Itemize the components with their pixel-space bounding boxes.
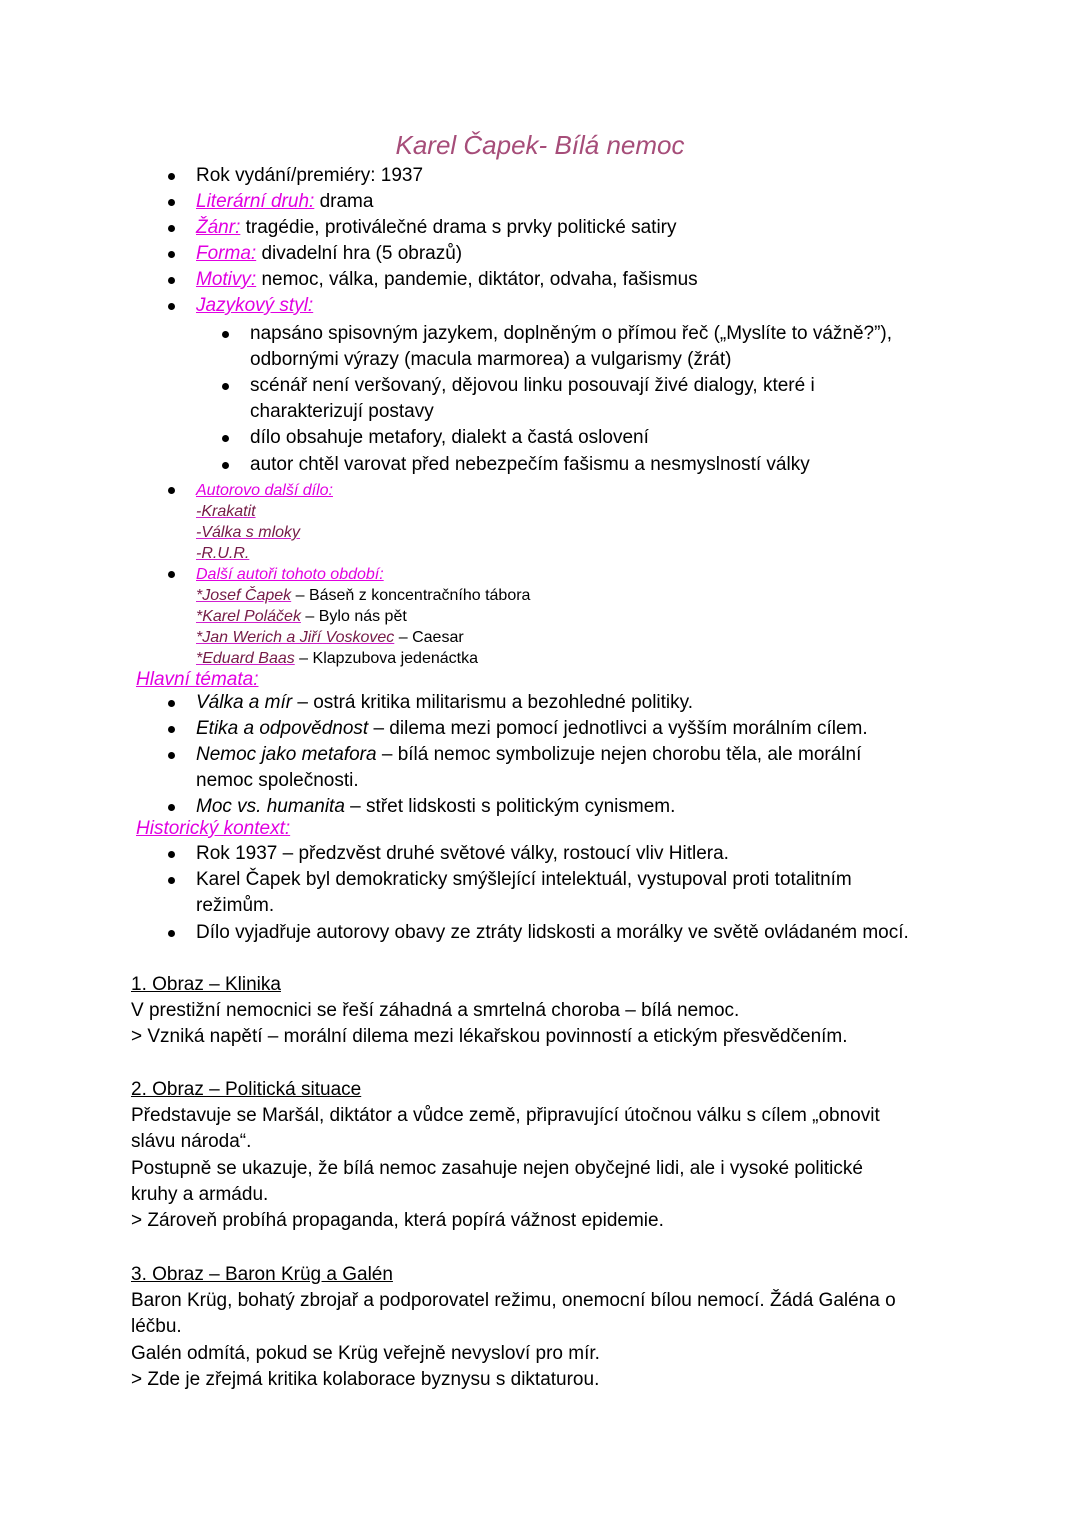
- obraz-3-line: Galén odmítá, pokud se Krüg veřejně nevysloví pro mír.: [131, 1343, 600, 1364]
- tema-term: Moc vs. humanita: [196, 796, 345, 817]
- autor-work: – Caesar: [394, 629, 464, 646]
- styl-item: dílo obsahuje metafory, dialekt a častá oslovení: [250, 427, 649, 448]
- tema-item: [196, 690, 693, 716]
- dalsi-dilo-label: Autorovo další dílo:: [196, 482, 333, 499]
- dilo-title: -R.U.R.: [196, 545, 250, 562]
- bullet-icon: [168, 303, 175, 310]
- tema-term: Válka a mír: [196, 692, 293, 713]
- tema-term: Etika a odpovědnost: [196, 718, 369, 739]
- kontext-item: Dílo vyjadřuje autorovy obavy ze ztráty lidskosti a morálky ve světě ovládaném mocí.: [196, 922, 909, 943]
- druh-label: Literární druh:: [196, 191, 315, 212]
- druh-value: drama: [314, 191, 374, 212]
- dilo-title: -Válka s mloky: [196, 524, 301, 541]
- autor-work: – Klapzubova jedenáctka: [294, 650, 478, 667]
- bullet-icon: [168, 804, 175, 811]
- obraz-2-line: Představuje se Maršál, diktátor a vůdce země, připravující útočnou válku s cílem „obnovit: [131, 1105, 880, 1126]
- zanr-value: tragédie, protiválečné drama s prvky politické satiry: [240, 217, 677, 238]
- bullet-icon: [168, 571, 175, 578]
- styl-item: odbornými výrazy (macula marmorea) a vulgarismy (žrát): [250, 349, 732, 370]
- kontext-item: Karel Čapek byl demokraticky smýšlející intelektuál, vystupoval proti totalitním: [196, 869, 852, 890]
- forma-label: Forma:: [196, 243, 257, 264]
- styl-item: scénář není veršovaný, dějovou linku posouvají živé dialogy, které i: [250, 375, 815, 396]
- druh-line: [196, 189, 373, 215]
- obraz-2-line: Postupně se ukazuje, že bílá nemoc zasahuje nejen obyčejné lidi, ale i vysoké politické: [131, 1158, 863, 1179]
- styl-item: charakterizují postavy: [250, 401, 434, 422]
- bullet-icon: [168, 877, 175, 884]
- historicky-kontext-heading: [136, 816, 290, 842]
- dalsi-autori-label-line: [196, 564, 384, 585]
- bullet-icon: [168, 752, 175, 759]
- autor-name: *Jan Werich a Jiří Voskovec: [196, 629, 395, 646]
- dalsi-autori-label: Další autoři tohoto období:: [196, 566, 384, 583]
- obraz-3-line: Baron Krüg, bohatý zbrojař a podporovatel režimu, onemocní bílou nemocí. Žádá Galéna o: [131, 1290, 896, 1311]
- document-title: Karel Čapek- Bílá nemoc: [395, 130, 685, 160]
- obraz-2-heading: 2. Obraz – Politická situace: [131, 1079, 362, 1100]
- obraz-3-line: > Zde je zřejmá kritika kolaborace byznysu s diktaturou.: [131, 1369, 600, 1390]
- dilo-title: -Krakatit: [196, 503, 256, 520]
- forma-line: [196, 241, 462, 267]
- bullet-icon: [168, 487, 175, 494]
- autor-name: *Eduard Baas: [196, 650, 295, 667]
- autor-item: [196, 606, 407, 627]
- bullet-icon: [222, 435, 229, 442]
- forma-value: divadelní hra (5 obrazů): [256, 243, 463, 264]
- bullet-icon: [168, 277, 175, 284]
- dilo-item: [196, 501, 256, 522]
- historicky-kontext-label: Historický kontext:: [136, 818, 291, 839]
- obraz-2-line: > Zároveň probíhá propaganda, která popírá vážnost epidemie.: [131, 1210, 664, 1231]
- autor-work: – Báseň z koncentračního tábora: [291, 587, 531, 604]
- bullet-icon: [222, 331, 229, 338]
- kontext-item: Rok 1937 – předzvěst druhé světové války, rostoucí vliv Hitlera.: [196, 843, 729, 864]
- styl-line: [196, 293, 313, 319]
- obraz-3-heading: 3. Obraz – Baron Krüg a Galén: [131, 1264, 393, 1285]
- bullet-icon: [168, 700, 175, 707]
- autor-item: [196, 627, 464, 648]
- dilo-item: [196, 543, 249, 564]
- obraz-3-line: léčbu.: [131, 1316, 182, 1337]
- bullet-icon: [168, 173, 175, 180]
- obraz-2-line: slávu národa“.: [131, 1131, 252, 1152]
- styl-item: autor chtěl varovat před nebezpečím fašismu a nesmyslností války: [250, 454, 810, 475]
- tema-text: – střet lidskosti s politickým cynismem.: [344, 796, 676, 817]
- obraz-1-line: > Vzniká napětí – morální dilema mezi lékařskou povinností a etickým přesvědčením.: [131, 1026, 848, 1047]
- styl-item: napsáno spisovným jazykem, doplněným o přímou řeč („Myslíte to vážně?”),: [250, 323, 893, 344]
- bullet-icon: [168, 851, 175, 858]
- bullet-icon: [168, 930, 175, 937]
- bullet-icon: [168, 251, 175, 258]
- dilo-item: [196, 522, 300, 543]
- motivy-line: [196, 267, 698, 293]
- tema-item-cont: nemoc společnosti.: [196, 770, 359, 791]
- tema-item: [196, 716, 868, 742]
- autor-name: *Josef Čapek: [196, 587, 292, 604]
- zanr-line: [196, 215, 677, 241]
- obraz-2-line: kruhy a armádu.: [131, 1184, 269, 1205]
- obraz-1-heading: 1. Obraz – Klinika: [131, 974, 281, 995]
- bullet-icon: [168, 726, 175, 733]
- autor-item: [196, 648, 478, 669]
- bullet-icon: [168, 199, 175, 206]
- tema-text: – bílá nemoc symbolizuje nejen chorobu těla, ale morální: [376, 744, 862, 765]
- tema-item: [196, 742, 861, 768]
- motivy-label: Motivy:: [196, 269, 257, 290]
- obraz-1-line: V prestižní nemocnici se řeší záhadná a smrtelná choroba – bílá nemoc.: [131, 1000, 740, 1021]
- kontext-item-cont: režimům.: [196, 895, 275, 916]
- tema-text: – ostrá kritika militarismu a bezohledné politiky.: [292, 692, 694, 713]
- tema-term: Nemoc jako metafora: [196, 744, 377, 765]
- bullet-icon: [222, 383, 229, 390]
- bullet-icon: [168, 225, 175, 232]
- autor-item: [196, 585, 530, 606]
- year-line: Rok vydání/premiéry: 1937: [196, 165, 424, 186]
- autor-work: – Bylo nás pět: [300, 608, 407, 625]
- dalsi-dilo-label-line: [196, 480, 333, 501]
- zanr-label: Žánr:: [196, 217, 241, 238]
- hlavni-temata-label: Hlavní témata:: [136, 669, 259, 690]
- styl-label: Jazykový styl:: [196, 295, 314, 316]
- tema-text: – dilema mezi pomocí jednotlivci a vyšším morálním cílem.: [368, 718, 868, 739]
- autor-name: *Karel Poláček: [196, 608, 301, 625]
- motivy-value: nemoc, válka, pandemie, diktátor, odvaha, fašismus: [256, 269, 698, 290]
- bullet-icon: [222, 462, 229, 469]
